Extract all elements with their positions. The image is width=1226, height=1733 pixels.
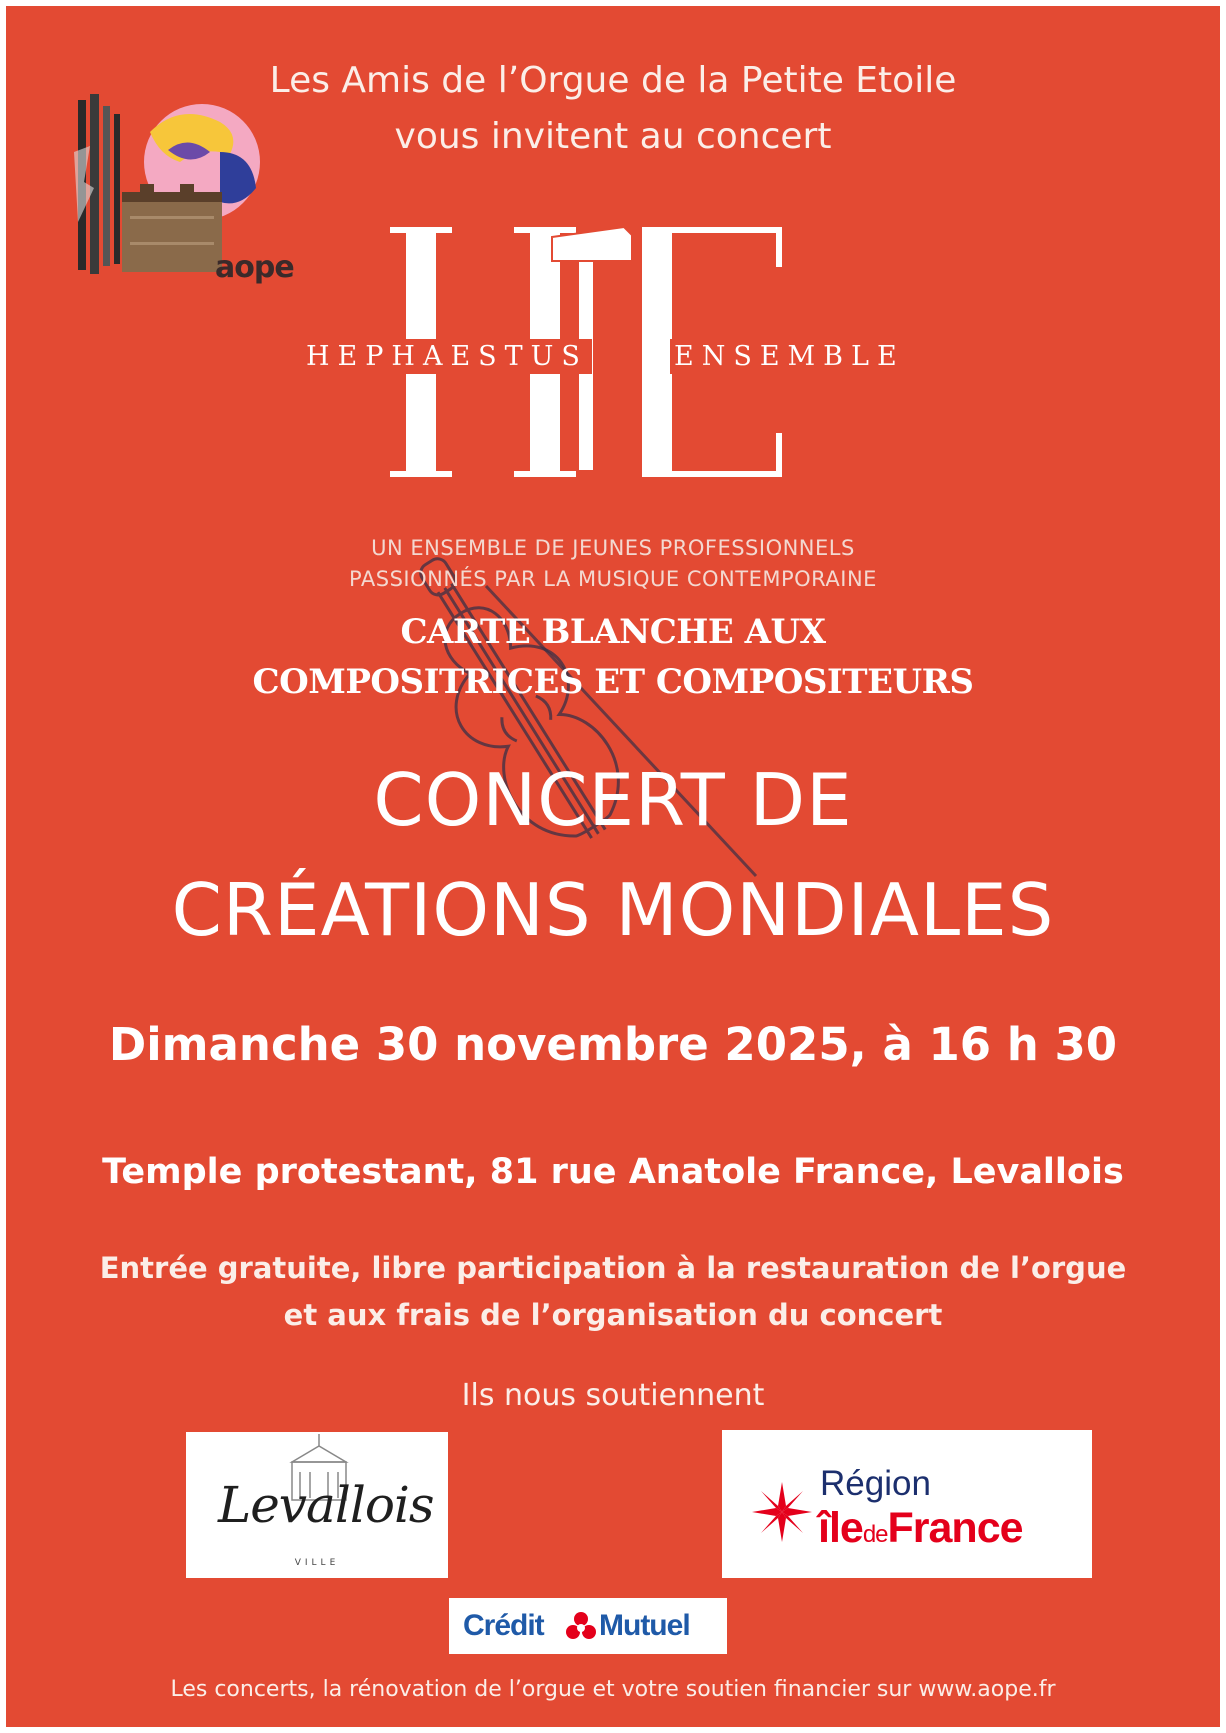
logo-e-top-bar — [642, 227, 782, 233]
concert-poster — [6, 6, 1220, 1727]
sponsors-title: Ils nous soutiennent — [461, 1378, 765, 1413]
ile-de-france-wordmark — [818, 1504, 1023, 1553]
levallois-wordmark: Levallois — [218, 1476, 434, 1534]
levallois-subtitle: VILLE — [294, 1558, 340, 1568]
credit-wordmark: Crédit — [463, 1609, 544, 1642]
event-venue: Temple protestant, 81 rue Anatole France, Levallois — [102, 1152, 1124, 1192]
credit-mutuel-emblem-icon — [565, 1610, 597, 1642]
region-word: Région — [820, 1464, 931, 1503]
headline-line-1: CONCERT DE — [373, 758, 853, 842]
logo-e-bottom-serif — [776, 433, 782, 477]
tagline-line-2: PASSIONNÉS PAR LA MUSIQUE CONTEMPORAINE — [349, 567, 877, 591]
logo-h-left-serif-bottom — [390, 471, 452, 477]
ensemble-name-right: ENSEMBLE — [670, 339, 909, 374]
entry-info-line-1: Entrée gratuite, libre participation à la restauration de l’orgue — [99, 1251, 1127, 1285]
footer-text: Les concerts, la rénovation de l’orgue et votre soutien financier sur www.aope.fr — [170, 1677, 1056, 1702]
logo-h-right-serif-top — [514, 227, 576, 233]
levallois-logo — [186, 1432, 448, 1578]
ensemble-name-left: HEPHAESTUS — [302, 339, 592, 374]
logo-h-left-serif-top — [390, 227, 452, 233]
carte-blanche-line-1: CARTE BLANCHE AUX — [400, 612, 826, 652]
mutuel-wordmark: Mutuel — [599, 1609, 690, 1642]
tagline-line-1: UN ENSEMBLE DE JEUNES PROFESSIONNELS — [371, 536, 855, 560]
aope-logo-text: aope — [215, 250, 294, 285]
idf-ile: île — [818, 1504, 863, 1552]
logo-h-right-serif-bottom — [514, 471, 576, 477]
event-date: Dimanche 30 novembre 2025, à 16 h 30 — [108, 1018, 1118, 1071]
credit-mutuel-logo — [449, 1598, 727, 1654]
idf-de: de — [862, 1521, 888, 1548]
idf-france: France — [887, 1504, 1023, 1552]
intro-line-2: vous invitent au concert — [394, 116, 832, 157]
carte-blanche-line-2: COMPOSITRICES ET COMPOSITEURS — [252, 662, 974, 702]
region-star-icon — [752, 1482, 812, 1542]
headline-line-2: CRÉATIONS MONDIALES — [171, 868, 1055, 952]
entry-info-line-2: et aux frais de l’organisation du concert — [283, 1298, 943, 1332]
region-idf-logo — [722, 1430, 1092, 1578]
logo-e-bottom-bar — [642, 471, 782, 477]
logo-e-top-serif — [776, 227, 782, 267]
logo-e-stem — [642, 227, 672, 477]
intro-line-1: Les Amis de l’Orgue de la Petite Etoile — [269, 60, 957, 101]
